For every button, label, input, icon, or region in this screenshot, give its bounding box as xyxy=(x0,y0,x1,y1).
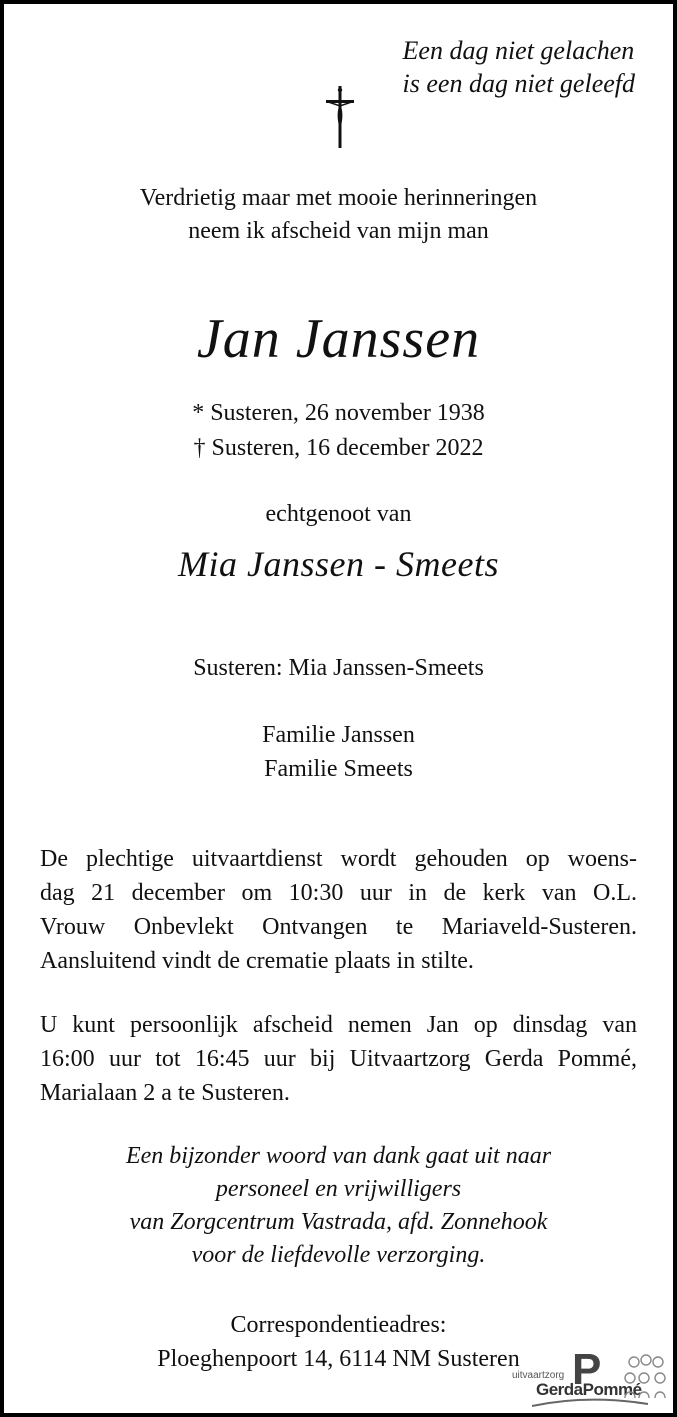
spouse-name: Mia Janssen - Smeets xyxy=(178,544,499,584)
correspondence-address: Ploeghenpoort 14, 6114 NM Susteren xyxy=(157,1346,520,1372)
service-paragraph xyxy=(40,842,637,978)
intro-line-1: Verdrietig maar met mooie herinneringen xyxy=(139,185,538,211)
correspondence-label: Correspondentieadres: xyxy=(230,1312,447,1338)
thanks-line-2: personeel en vrijwilligers xyxy=(215,1176,462,1202)
viewing-line-2: 16:00 uur tot 16:45 uur bij Uitvaartzorg Gerda Pommé, xyxy=(40,1046,637,1072)
life-dates xyxy=(0,396,677,466)
birth-date: * Susteren, 26 november 1938 xyxy=(192,400,485,426)
motto-line-1: Een dag niet gelachen xyxy=(402,36,635,65)
crucifix-icon xyxy=(323,84,357,150)
families xyxy=(0,718,677,786)
logo-name-pomme: Pommé xyxy=(582,1380,642,1399)
logo-swoosh-icon xyxy=(530,1398,650,1408)
family-1: Familie Janssen xyxy=(262,722,415,748)
service-line-4: Aansluitend vindt de crematie plaats in stilte. xyxy=(40,948,474,974)
spouse-label: echtgenoot van xyxy=(265,501,412,527)
thanks-line-3: van Zorgcentrum Vastrada, afd. Zonnehook xyxy=(129,1209,548,1235)
service-line-2: dag 21 december om 10:30 uur in de kerk van O.L. xyxy=(40,880,637,906)
motto-line-2: is een dag niet geleefd xyxy=(402,69,635,98)
service-line-1: De plechtige uitvaartdienst wordt gehouden op woens- xyxy=(40,846,637,872)
relatives-place-line: Susteren: Mia Janssen-Smeets xyxy=(193,655,484,681)
viewing-paragraph xyxy=(40,1008,637,1110)
thanks-text xyxy=(0,1140,677,1272)
service-line-3: Vrouw Onbevlekt Ontvangen te Mariaveld-Susteren. xyxy=(40,914,637,940)
deceased-name: Jan Janssen xyxy=(196,308,481,370)
thanks-line-1: Een bijzonder woord van dank gaat uit naar xyxy=(125,1143,552,1169)
thanks-line-4: voor de liefdevolle verzorging. xyxy=(191,1242,486,1268)
funeral-home-logo xyxy=(510,1340,670,1406)
viewing-line-1: U kunt persoonlijk afscheid nemen Jan op dinsdag van xyxy=(40,1012,637,1038)
intro-line-2: neem ik afscheid van mijn man xyxy=(188,218,489,244)
family-2: Familie Smeets xyxy=(264,756,413,782)
intro-text xyxy=(0,182,677,248)
death-date: † Susteren, 16 december 2022 xyxy=(193,435,484,461)
people-icon xyxy=(622,1354,670,1402)
motto xyxy=(403,34,635,100)
logo-initial: P xyxy=(572,1345,602,1394)
viewing-line-3: Marialaan 2 a te Susteren. xyxy=(40,1080,290,1106)
logo-small-text: uitvaartzorg xyxy=(512,1370,565,1381)
logo-name-gerda: Gerda xyxy=(536,1380,583,1399)
